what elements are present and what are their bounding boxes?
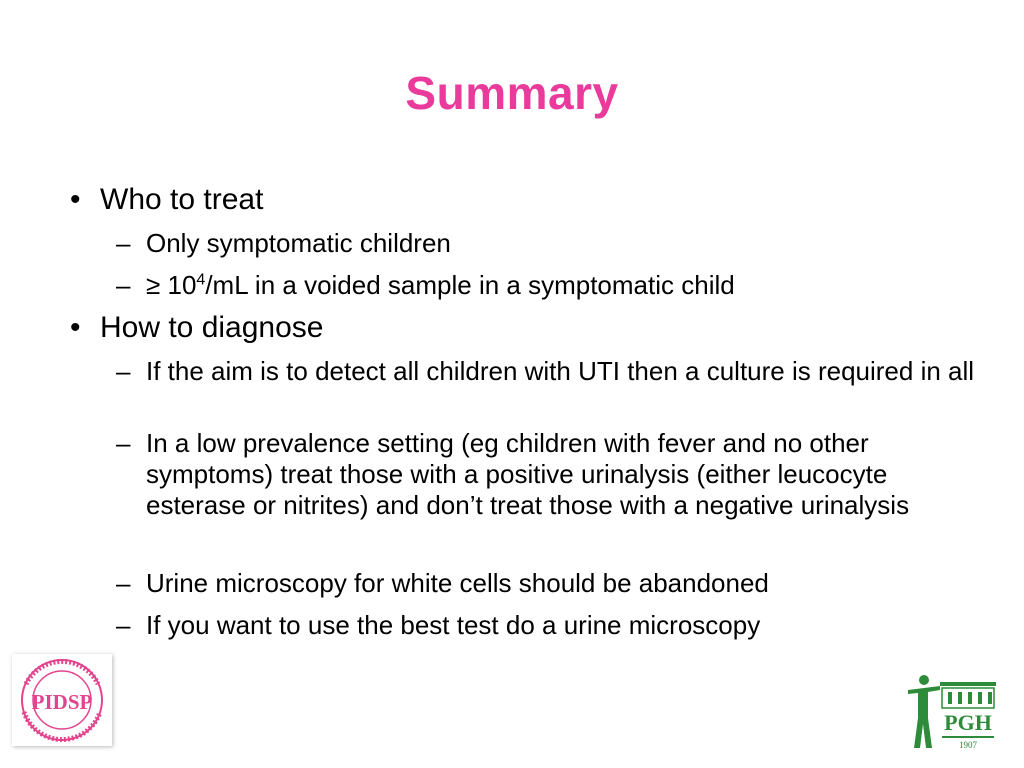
subitem-text: Urine microscopy for white cells should be abandoned — [146, 568, 769, 598]
pgh-logo-year: 1907 — [959, 740, 977, 750]
dash-marker: – — [116, 228, 131, 258]
pidsp-logo-text: PIDSP — [31, 690, 93, 714]
bullet-text: Who to treat — [100, 183, 264, 216]
subitem-text-post: /mL in a voided sample in a symptomatic child — [205, 270, 735, 300]
bullet-marker: • — [70, 311, 81, 344]
pidsp-logo-graphic — [12, 654, 112, 746]
pgh-logo — [904, 668, 1000, 752]
pgh-logo-graphic — [904, 668, 1000, 752]
subitem — [116, 228, 976, 259]
subitem-text — [146, 270, 976, 301]
subitem-text-pre: ≥ 10 — [146, 270, 197, 300]
subitem-text: If you want to use the best test do a urine microscopy — [146, 610, 761, 640]
dash-marker: – — [116, 356, 131, 386]
dash-marker: – — [116, 568, 131, 598]
subitem-text: If the aim is to detect all children with UTI then a culture is required in all — [146, 356, 975, 386]
subitem — [116, 610, 976, 641]
pgh-logo-text: PGH — [944, 710, 992, 735]
subitem-text: In a low prevalence setting (eg children with fever and no other symptoms) treat those with a positive urinalysis (either leucocyte esterase or nitrites) and don’t treat those with a negative urinalysis — [146, 428, 910, 520]
subitem — [116, 356, 976, 387]
subitem-text: Only symptomatic children — [146, 228, 451, 258]
slide-title: Summary — [405, 67, 619, 119]
dash-marker: – — [116, 428, 131, 458]
subitem — [116, 270, 976, 301]
subitem — [116, 568, 976, 599]
pidsp-logo — [12, 654, 112, 746]
dash-marker: – — [116, 270, 131, 300]
subitem — [116, 428, 976, 521]
dash-marker: – — [116, 610, 131, 640]
bullet-text: How to diagnose — [100, 311, 324, 344]
bullet-marker: • — [70, 183, 81, 216]
exponent: 4 — [196, 271, 206, 289]
